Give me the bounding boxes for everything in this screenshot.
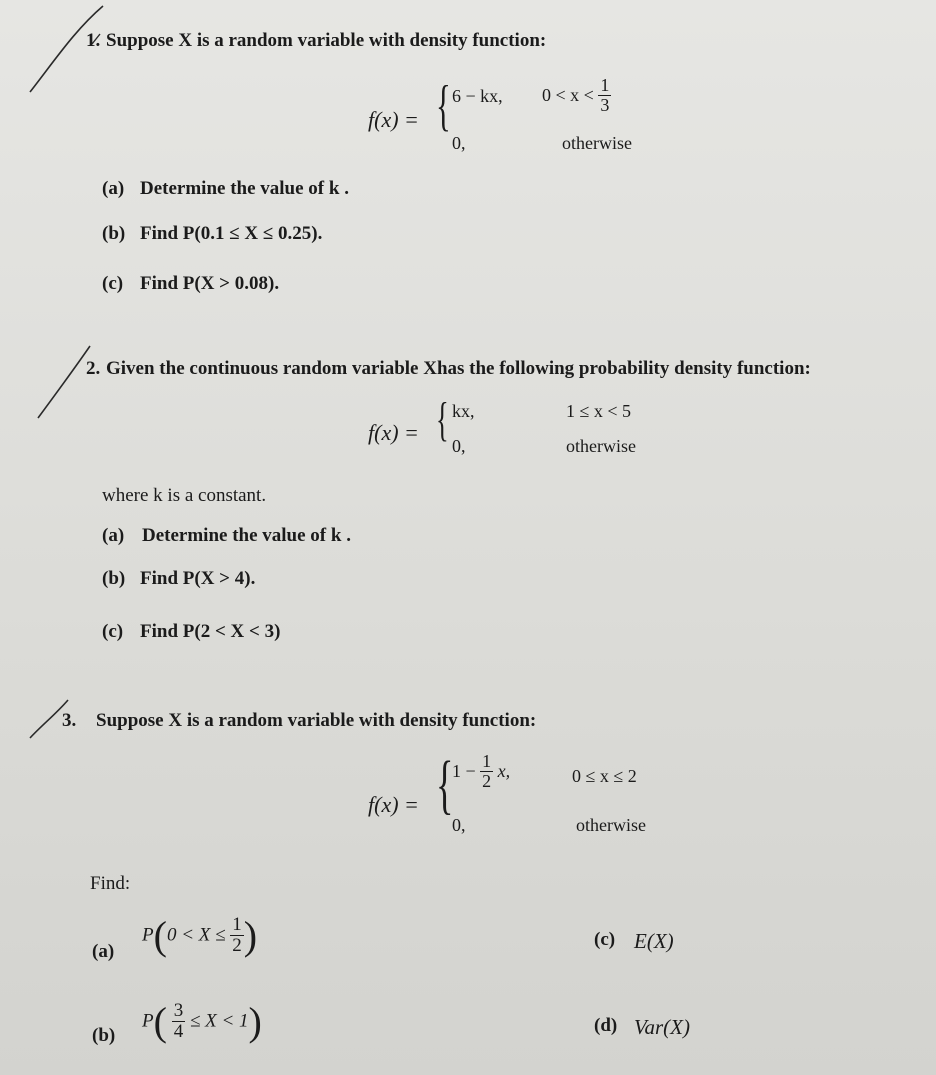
- q3-part-c-text: E(X): [634, 929, 674, 953]
- q1-brace: {: [436, 75, 451, 137]
- q3-case1-frac-den: 2: [482, 770, 492, 791]
- q1-case2-cond: otherwise: [562, 133, 632, 153]
- q3-case1-post: x,: [497, 760, 511, 781]
- q3-case1-cond: 0 ≤ x ≤ 2: [572, 766, 637, 786]
- q3-case1-frac-num: 1: [482, 751, 492, 771]
- q2-case1-cond: 1 ≤ x < 5: [566, 401, 632, 421]
- q2-note: where k is a constant.: [102, 485, 267, 506]
- q3-part-a-expr: [142, 912, 257, 959]
- q1-case1-expr: 6 − kx,: [452, 86, 503, 106]
- q1-part-a-label: (a): [102, 178, 125, 199]
- q1-stem: Suppose X is a random variable with density function:: [106, 30, 547, 51]
- q2-stem: Given the continuous random variable Xhas the following probability density function:: [106, 358, 811, 379]
- q2-part-a-text: Determine the value of k .: [142, 525, 351, 546]
- q3-part-a-frac-den: 2: [232, 935, 242, 956]
- q3-part-c-label: (c): [594, 929, 616, 950]
- q2-part-b-label: (b): [102, 568, 126, 589]
- q3-case1-pre: 1 −: [452, 760, 476, 781]
- q3-part-a-mid: 0 < X ≤: [166, 924, 226, 946]
- q3-part-b-mid: ≤ X < 1: [189, 1010, 249, 1032]
- q2-brace: {: [436, 393, 449, 446]
- q3-case2-cond: otherwise: [576, 815, 646, 835]
- q1-case1-cond-lhs: 0 < x <: [542, 84, 594, 105]
- q1-case2-expr: 0,: [452, 133, 466, 153]
- q3-case2-expr: 0,: [452, 815, 466, 835]
- q1-case1-cond: [542, 76, 611, 115]
- q3-part-b-label: (b): [92, 1025, 116, 1046]
- q2-part-c-text: Find P(2 < X < 3): [140, 621, 281, 642]
- q1-fx-label: f(x) =: [368, 107, 419, 132]
- q2-part-a-label: (a): [102, 525, 125, 546]
- q2-part-b-text: Find P(X > 4).: [140, 568, 256, 589]
- q3-part-a-label: (a): [92, 941, 115, 962]
- q1-frac-den: 3: [600, 94, 610, 115]
- q1-part-c-text: Find P(X > 0.08).: [140, 273, 280, 294]
- q1-frac-num: 1: [600, 75, 610, 95]
- q1-case1-cond-fraction: [598, 76, 611, 115]
- q1-part-b-label: (b): [102, 223, 126, 244]
- q2-number: 2.: [86, 358, 101, 379]
- q3-part-a-p: P: [142, 924, 154, 946]
- q1-part-a-text: Determine the value of k .: [140, 178, 349, 199]
- q2-case1-expr: kx,: [452, 401, 475, 421]
- q3-part-b-p: P: [142, 1010, 154, 1032]
- q3-part-b-fraction: [172, 1001, 186, 1042]
- q3-part-b-expr: [142, 998, 262, 1045]
- q3-part-a-close-paren: ): [243, 913, 258, 958]
- q3-number: 3.: [62, 710, 77, 731]
- q2-fx-label: f(x) =: [368, 420, 419, 445]
- q2-case2-expr: 0,: [452, 436, 466, 456]
- q3-part-a-open-paren: (: [153, 913, 167, 958]
- q3-brace: {: [436, 748, 454, 821]
- pen-tick-mark-3: [0, 0, 120, 760]
- q3-case1-expr: [452, 752, 510, 791]
- q3-part-a-frac-num: 1: [232, 914, 242, 936]
- q1-number: 1.: [86, 30, 101, 51]
- q2-case2-cond: otherwise: [566, 436, 636, 456]
- q3-fx-label: f(x) =: [368, 792, 419, 817]
- q3-part-d-label: (d): [594, 1015, 618, 1036]
- q3-stem: Suppose X is a random variable with density function:: [96, 710, 537, 731]
- q2-part-c-label: (c): [102, 621, 124, 642]
- q1-part-c-label: (c): [102, 273, 124, 294]
- q3-part-a-fraction: [230, 915, 244, 956]
- q3-part-b-frac-num: 3: [173, 1000, 184, 1022]
- q3-find: Find:: [90, 873, 131, 894]
- q3-case1-fraction: [480, 752, 493, 791]
- q1-part-b-text: Find P(0.1 ≤ X ≤ 0.25).: [140, 223, 323, 244]
- q3-part-b-open-paren: (: [153, 999, 167, 1044]
- q3-part-b-frac-den: 4: [173, 1021, 184, 1042]
- q3-part-d-text: Var(X): [634, 1015, 690, 1039]
- q3-part-b-close-paren: ): [248, 999, 262, 1044]
